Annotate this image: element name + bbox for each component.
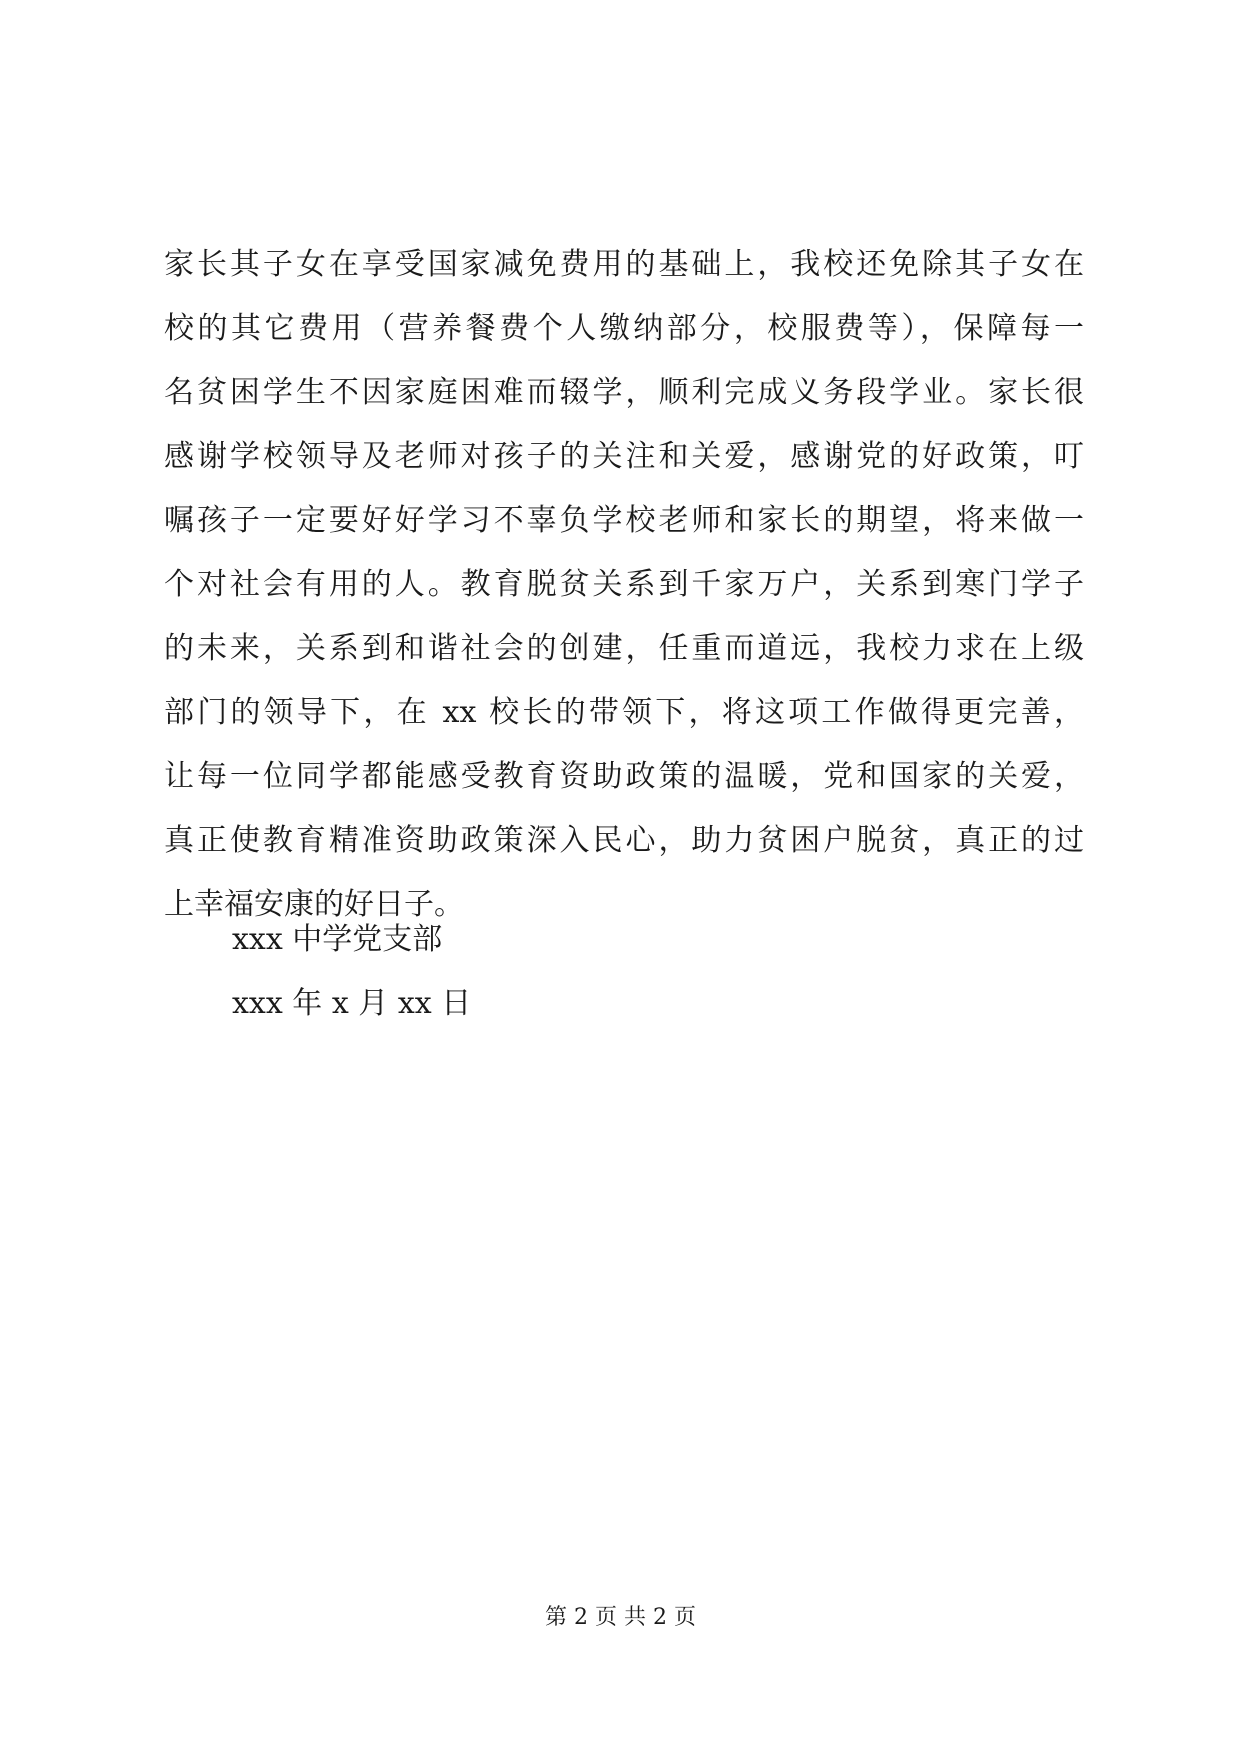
paragraph-line: 的未来，关系到和谐社会的创建，任重而道远，我校力求在上级 (164, 631, 1084, 666)
page-footer (0, 1602, 1241, 1634)
paragraph-line: 上幸福安康的好日子。 (164, 887, 464, 922)
paragraph-line: 家长其子女在享受国家减免费用的基础上，我校还免除其子女在 (164, 247, 1084, 282)
paragraph-line: 个对社会有用的人。教育脱贫关系到千家万户，关系到寒门学子 (164, 567, 1084, 602)
body-paragraph (164, 233, 1084, 937)
paragraph-line: 感谢学校领导及老师对孩子的关注和关爱，感谢党的好政策，叮 (164, 439, 1084, 474)
signature-block (232, 908, 832, 1036)
paragraph-line: 嘱孩子一定要好好学习不辜负学校老师和家长的期望，将来做一 (164, 503, 1084, 538)
page-number: 第 2 页 共 2 页 (545, 1605, 696, 1630)
signature-date: xxx 年 x 月 xx 日 (232, 986, 472, 1021)
paragraph-line: 名贫困学生不因家庭困难而辍学，顺利完成义务段学业。家长很 (164, 375, 1084, 410)
paragraph-line: 让每一位同学都能感受教育资助政策的温暖，党和国家的关爱， (164, 759, 1084, 794)
signature-organization: xxx 中学党支部 (232, 922, 443, 957)
paragraph-line: 校的其它费用（营养餐费个人缴纳部分，校服费等），保障每一 (164, 311, 1084, 346)
paragraph-line: 部门的领导下，在 xx 校长的带领下，将这项工作做得更完善， (164, 695, 1084, 730)
paragraph-line: 真正使教育精准资助政策深入民心，助力贫困户脱贫，真正的过 (164, 823, 1084, 858)
